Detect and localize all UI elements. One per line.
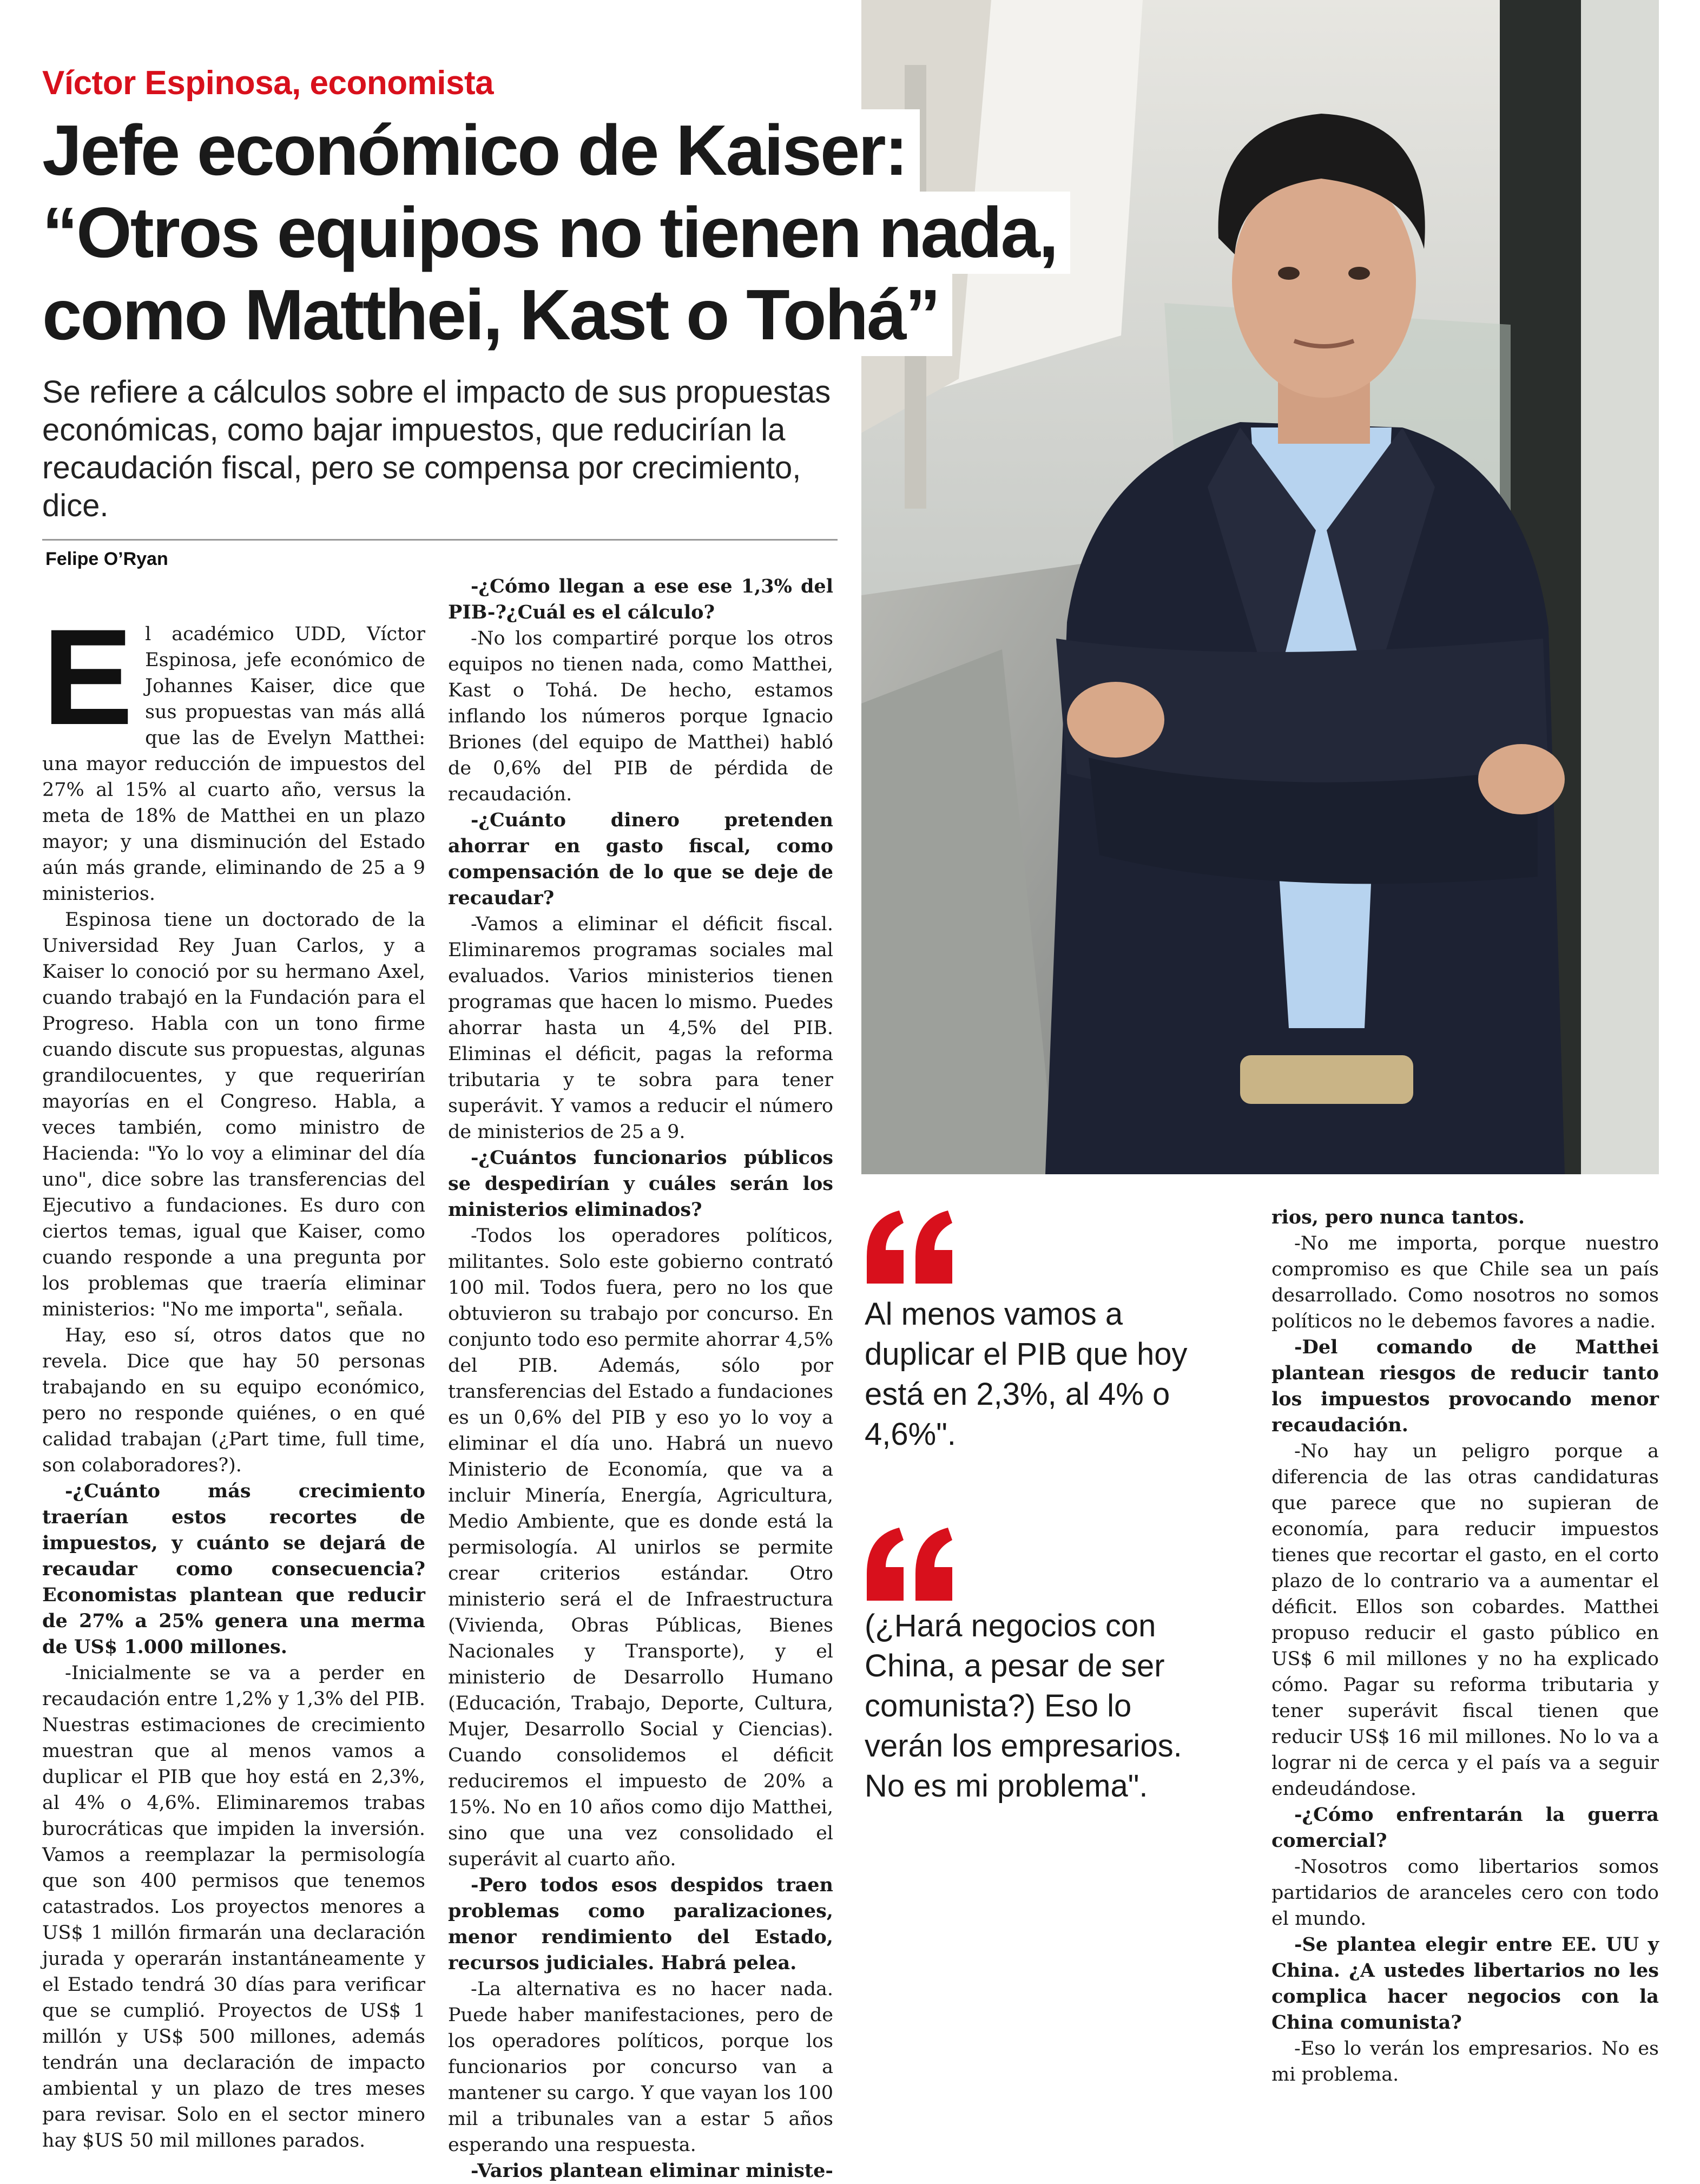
article-deck: Se refiere a cálculos sobre el impacto de sus propuestas económicas, como bajar impuestos, que reducirían la recaudación fiscal, pero se compensa por crecimiento, dice. bbox=[42, 374, 831, 523]
interview-answer: -No hay un peligro porque a diferencia de las otras candidaturas que parece que no supieran de economía, para reducir impuestos tienes que recortar el gasto, en el corto plazo de lo contrario va a aumentar el déficit. Ellos son cobardes. Matthei propuso reducir el gasto público en US$ 6 mil millones y no ha explicado cómo. Pagar su reforma tributaria y tener superávit fiscal tienen que reducir US$ 16 mil millones. No lo va a lograr ni de cerca y el país va a seguir endeudándose. bbox=[1271, 1440, 1659, 1800]
interview-question: -¿Cómo enfrentarán la guerra comercial? bbox=[1271, 1804, 1659, 1852]
article-headline bbox=[42, 109, 1097, 356]
headline-line-2: “Otros equipos no tienen nada, bbox=[42, 192, 1070, 274]
interview-question: -¿Cuánto dinero pretenden ahorrar en gasto fiscal, como compensación de lo que se deje de recaudar? bbox=[448, 809, 833, 909]
headline-line-3: como Matthei, Kast o Tohá” bbox=[42, 274, 952, 356]
quote-mark-icon bbox=[861, 1208, 959, 1289]
lead-paragraph: El académico UDD, Víctor Espinosa, jefe económico de Johannes Kaiser, dice que sus propuestas van más allá que las de Evelyn Matthei: una mayor reducción de impuestos del 27% al 15% al cuarto año, versus la meta de 18% de Matthei en un plazo mayor; y una disminución del Estado aún más grande, eliminando de 25 a 9 ministerios. bbox=[42, 601, 425, 905]
byline-divider bbox=[42, 539, 838, 541]
interview-answer: -Todos los operadores políticos, militantes. Solo este gobierno contrató 100 mil. Todos fuera, pero no los que obtuvieron su trabajo por concurso. En conjunto todo eso permite ahorrar 4,5% del PIB. Además, sólo por transferencias del Estado a fundaciones es un 0,6% del PIB y eso yo lo voy a eliminar el día uno. Habrá un nuevo Ministerio de Economía, que va a incluir Minería, Energía, Agricultura, Medio Ambiente, que es donde está la permisología. Al unirlos se permite crear criterios estándar. Otro ministerio será el de Infraestructura (Vivienda, Obras Públicas, Bienes Nacionales y Transporte), y el ministerio de Desarrollo Humano (Educación, Trabajo, Deporte, Cultura, Mujer, Desarrollo Social y Ciencias). Cuando consolidemos el déficit reduciremos el impuesto de 20% a 15%. No en 10 años como dijo Matthei, sino que una vez consolidado el superávit al cuarto año. bbox=[448, 1225, 833, 1870]
pull-quote-1: Al menos vamos a duplicar el PIB que hoy está en 2,3%, al 4% o 4,6%". bbox=[865, 1297, 1188, 1452]
interview-question: -Pero todos esos despidos traen problemas como paralizaciones, menor rendimiento del Estado, recursos judiciales. Habrá pelea. bbox=[448, 1874, 833, 1974]
article-column-4 bbox=[1271, 1205, 1659, 2086]
interview-question: -Varios plantean eliminar ministe- bbox=[471, 2160, 833, 2182]
interview-answer: -La alternativa es no hacer nada. Puede haber manifestaciones, pero de los operadores políticos, porque los funcionarios por concurso van a mantener su cargo. Y que vayan los 100 mil a tribunales van a estar 5 años esperando una respuesta. bbox=[448, 1978, 833, 2156]
quote-mark-icon bbox=[861, 1525, 959, 1606]
article-column-2 bbox=[448, 574, 833, 2182]
interview-question: -¿Cómo llegan a ese ese 1,3% del PIB-?¿Cuál es el cálculo? bbox=[448, 575, 833, 623]
paragraph: Espinosa tiene un doctorado de la Universidad Rey Juan Carlos, y a Kaiser lo conoció por su hermano Axel, cuando trabajó en la Fundación para el Progreso. Habla con un tono firme cuando discute sus propuestas, algunas grandilocuentes, y que requerirían mayorías en el Congreso. Habla, a veces también, como ministro de Hacienda: "Yo lo voy a eliminar del día uno", dice sobre las transferencias del Ejecutivo a fundaciones. Es duro con ciertos temas, igual que Kaiser, como cuando responde a una pregunta por los problemas que traería eliminar ministerios: "No me importa", señala. bbox=[42, 909, 425, 1320]
interview-question: -¿Cuántos funcionarios públicos se despedirían y cuáles serán los ministerios eliminados? bbox=[448, 1147, 833, 1221]
article-kicker: Víctor Espinosa, economista bbox=[42, 64, 494, 102]
byline: Felipe O’Ryan bbox=[45, 549, 168, 569]
pull-quote-2: (¿Hará negocios con China, a pesar de ser comunista?) Eso lo verán los empresarios. No es mi problema". bbox=[865, 1608, 1182, 1804]
interview-question: -Se plantea elegir entre EE. UU y China. ¿A ustedes libertarios no les complica hacer negocios con la China comunista? bbox=[1271, 1933, 1659, 2034]
headline-line-1: Jefe económico de Kaiser: bbox=[42, 109, 920, 192]
interview-answer: -No los compartiré porque los otros equipos no tienen nada, como Matthei, Kast o Tohá. De hecho, estamos inflando los números porque Ignacio Briones (del equipo de Matthei) habló de 0,6% del PIB de pérdida de recaudación. bbox=[448, 628, 833, 805]
interview-answer: -Eso lo verán los empresarios. No es mi problema. bbox=[1271, 2038, 1659, 2086]
interview-question: -¿Cuánto más crecimiento traerían estos recortes de impuestos, y cuánto se dejará de recaudar como consecuencia? Economistas plantean que reducir de 27% a 25% genera una merma de US$ 1.000 millones. bbox=[42, 1480, 425, 1658]
interview-answer: -Inicialmente se va a perder en recaudación entre 1,2% y 1,3% del PIB. Nuestras estimaciones de crecimiento muestran que al menos vamos a duplicar el PIB que hoy está en 2,3%, al 4% o 4,6%. Eliminaremos trabas burocráticas que impiden la inversión. Vamos a reemplazar la permisología que son 400 permisos que tenemos catastrados. Los proyectos menores a US$ 1 millón firmarán una declaración jurada y operarán instantáneamente y el Estado tendrá 30 días para verificar que se cumplió. Proyectos de US$ 1 millón y US$ 500 millones, además tendrán una declaración de impacto ambiental y un plazo de tres meses para revisar. Solo en el sector minero hay $US 50 mil millones parados. bbox=[42, 1662, 425, 2152]
interview-answer: -Vamos a eliminar el déficit fiscal. Eliminaremos programas sociales mal evaluados. Varios ministerios tienen programas que hacen lo mismo. Puedes ahorrar hasta un 4,5% del PIB. Eliminas el déficit, pagas la reforma tributaria y te sobra para tener superávit. Y vamos a reducir el número de ministerios de 25 a 9. bbox=[448, 913, 833, 1143]
interview-answer: -No me importa, porque nuestro compromiso es que Chile sea un país desarrollado. Como nosotros no somos políticos no le debemos favores a nadie. bbox=[1271, 1233, 1659, 1332]
interview-question: -Del comando de Matthei plantean riesgos de reducir tanto los impuestos provocando menor recaudación. bbox=[1271, 1336, 1659, 1436]
paragraph: Hay, eso sí, otros datos que no revela. Dice que hay 50 personas trabajando en su equipo económico, pero no responde quiénes, o en qué calidad trabajan (¿Part time, full time, son colaboradores?). bbox=[42, 1325, 425, 1476]
drop-cap: E bbox=[42, 601, 134, 753]
article-column-1 bbox=[42, 601, 425, 2152]
interview-question: rios, pero nunca tantos. bbox=[1271, 1206, 1525, 1228]
interview-answer: -Nosotros como libertarios somos partidarios de aranceles cero con todo el mundo. bbox=[1271, 1856, 1659, 1930]
